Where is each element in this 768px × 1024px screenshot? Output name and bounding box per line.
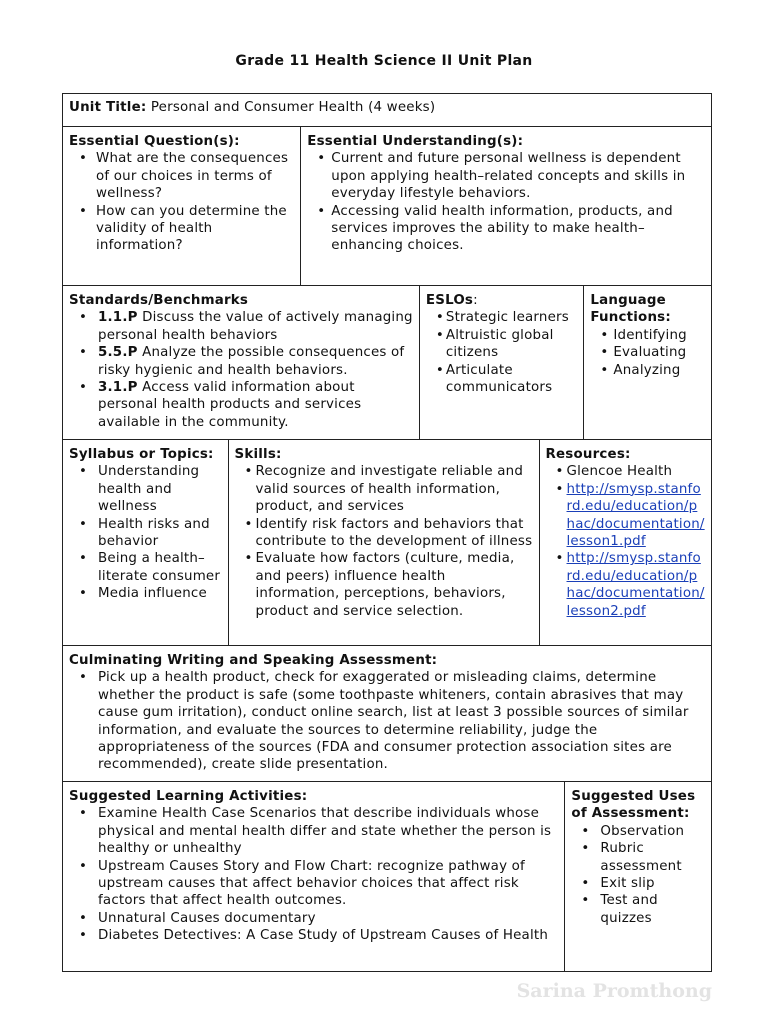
topics-row bbox=[62, 440, 712, 646]
eslos-colon: : bbox=[473, 293, 478, 308]
skills-cell bbox=[228, 440, 539, 645]
list-item: • Current and future personal wellness is dependent upon applying health–related concepts and skills in everyday lifestyle behaviors. bbox=[307, 150, 705, 202]
list-item: • Analyzing bbox=[590, 362, 705, 379]
eslos-heading-wrap bbox=[426, 292, 578, 309]
list-item: • Pick up a health product, check for exaggerated or misleading claims, determine whether the product is safe (some toothpaste whiteners, contain abrasives that may cause gum irritation), conduct online search, list at least 3 possible sources of similar information, and evaluate the sources to determine reliability, judge the appropriateness of the sources (FDA and consumer protection association sites are recommended), create slide presentation. bbox=[69, 669, 705, 773]
resources-cell bbox=[539, 440, 711, 645]
standard-text: Discuss the value of actively managing personal health behaviors bbox=[98, 310, 413, 343]
essential-questions-list bbox=[69, 150, 294, 254]
list-item: • Test and quizzes bbox=[571, 892, 705, 927]
activities-list bbox=[69, 805, 558, 944]
list-item: • Upstream Causes Story and Flow Chart: recognize pathway of upstream causes that affect behavior choices that affect risk factors that affect health outcomes. bbox=[69, 858, 558, 910]
essential-understandings-heading: Essential Understanding(s): bbox=[307, 134, 524, 149]
unit-title-row bbox=[62, 93, 712, 127]
list-item: • How can you determine the validity of health information? bbox=[69, 203, 294, 255]
list-item: • Evaluate how factors (culture, media, and peers) influence health information, perceptions, behaviors, product and service selection. bbox=[235, 550, 533, 620]
list-item: • Recognize and investigate reliable and valid sources of health information, product, and services bbox=[235, 463, 533, 515]
syllabus-heading: Syllabus or Topics: bbox=[69, 447, 214, 462]
list-item bbox=[69, 379, 413, 431]
standards-list bbox=[69, 309, 413, 431]
list-item: • What are the consequences of our choices in terms of wellness? bbox=[69, 150, 294, 202]
assessment-cell bbox=[63, 646, 711, 781]
list-item: • Being a health–literate consumer bbox=[69, 550, 222, 585]
list-item: • Rubric assessment bbox=[571, 840, 705, 875]
standard-code: 3.1.P bbox=[98, 380, 138, 396]
author-watermark: Sarina Promthong bbox=[516, 980, 712, 1002]
list-item: • Health risks and behavior bbox=[69, 516, 222, 551]
list-item: • Examine Health Case Scenarios that describe individuals whose physical and mental health differ and state whether the person is healthy or unhealthy bbox=[69, 805, 558, 857]
language-functions-list bbox=[590, 327, 705, 379]
skills-heading: Skills: bbox=[234, 447, 282, 462]
list-item bbox=[546, 550, 705, 620]
list-item: • Identify risk factors and behaviors that contribute to the development of illness bbox=[235, 516, 533, 551]
eslos-heading: ESLOs bbox=[425, 293, 474, 308]
list-item: • Diabetes Detectives: A Case Study of Upstream Causes of Health bbox=[69, 927, 558, 944]
language-functions-cell bbox=[583, 286, 711, 439]
list-item bbox=[546, 481, 705, 551]
activities-heading: Suggested Learning Activities: bbox=[69, 789, 308, 804]
syllabus-list bbox=[69, 463, 222, 602]
assessment-heading: Culminating Writing and Speaking Assessment: bbox=[69, 653, 438, 668]
unit-plan-table bbox=[62, 93, 712, 972]
resources-heading: Resources: bbox=[545, 447, 631, 462]
essential-understandings-cell bbox=[300, 127, 711, 285]
essential-row bbox=[62, 127, 712, 286]
activities-cell bbox=[63, 782, 564, 971]
list-item: • Observation bbox=[571, 823, 705, 840]
standards-row bbox=[62, 286, 712, 440]
assessment-row bbox=[62, 646, 712, 782]
standard-text: Analyze the possible consequences of risky hygienic and health behaviors. bbox=[98, 345, 405, 378]
list-item: • Accessing valid health information, products, and services improves the ability to make health–enhancing choices. bbox=[307, 203, 705, 255]
activities-row bbox=[62, 782, 712, 972]
uses-of-assessment-heading: Suggested Uses of Assessment: bbox=[571, 789, 696, 822]
resources-list bbox=[546, 463, 705, 620]
unit-title-label: Unit Title: bbox=[69, 100, 147, 115]
standard-text: Access valid information about personal health products and services available in the community. bbox=[98, 380, 362, 430]
skills-list bbox=[235, 463, 533, 620]
standard-code: 1.1.P bbox=[98, 310, 138, 326]
list-item bbox=[69, 344, 413, 379]
uses-of-assessment-list bbox=[571, 823, 705, 927]
list-item: • Media influence bbox=[69, 585, 222, 602]
unit-title-cell bbox=[63, 94, 711, 126]
resource-link-lesson1[interactable]: http://smysp.stanford.edu/education/phac/documentation/lesson1.pdf bbox=[566, 481, 705, 550]
list-item: • Altruistic global citizens bbox=[426, 327, 578, 362]
essential-understandings-list bbox=[307, 150, 705, 254]
list-item: • Exit slip bbox=[571, 875, 705, 892]
assessment-list bbox=[69, 669, 705, 773]
essential-questions-heading: Essential Question(s): bbox=[69, 134, 240, 149]
language-functions-heading: Language Functions: bbox=[590, 293, 671, 326]
list-item: • Articulate communicators bbox=[426, 362, 578, 397]
resource-link-lesson2[interactable]: http://smysp.stanford.edu/education/phac/documentation/lesson2.pdf bbox=[566, 551, 705, 619]
list-item: • Identifying bbox=[590, 327, 705, 344]
list-item: • Strategic learners bbox=[426, 309, 578, 326]
list-item: • Understanding health and wellness bbox=[69, 463, 222, 515]
syllabus-cell bbox=[63, 440, 228, 645]
eslos-cell bbox=[419, 286, 584, 439]
list-item: • Unnatural Causes documentary bbox=[69, 910, 558, 927]
unit-title-value: Personal and Consumer Health (4 weeks) bbox=[146, 100, 436, 115]
list-item: • Glencoe Health bbox=[546, 463, 705, 480]
standards-cell bbox=[63, 286, 419, 439]
eslos-list bbox=[426, 309, 578, 396]
standards-heading: Standards/Benchmarks bbox=[69, 293, 249, 308]
uses-of-assessment-cell bbox=[564, 782, 711, 971]
page-title: Grade 11 Health Science II Unit Plan bbox=[235, 53, 533, 69]
list-item bbox=[69, 309, 413, 344]
essential-questions-cell bbox=[63, 127, 300, 285]
standard-code: 5.5.P bbox=[98, 345, 138, 361]
list-item: • Evaluating bbox=[590, 344, 705, 361]
